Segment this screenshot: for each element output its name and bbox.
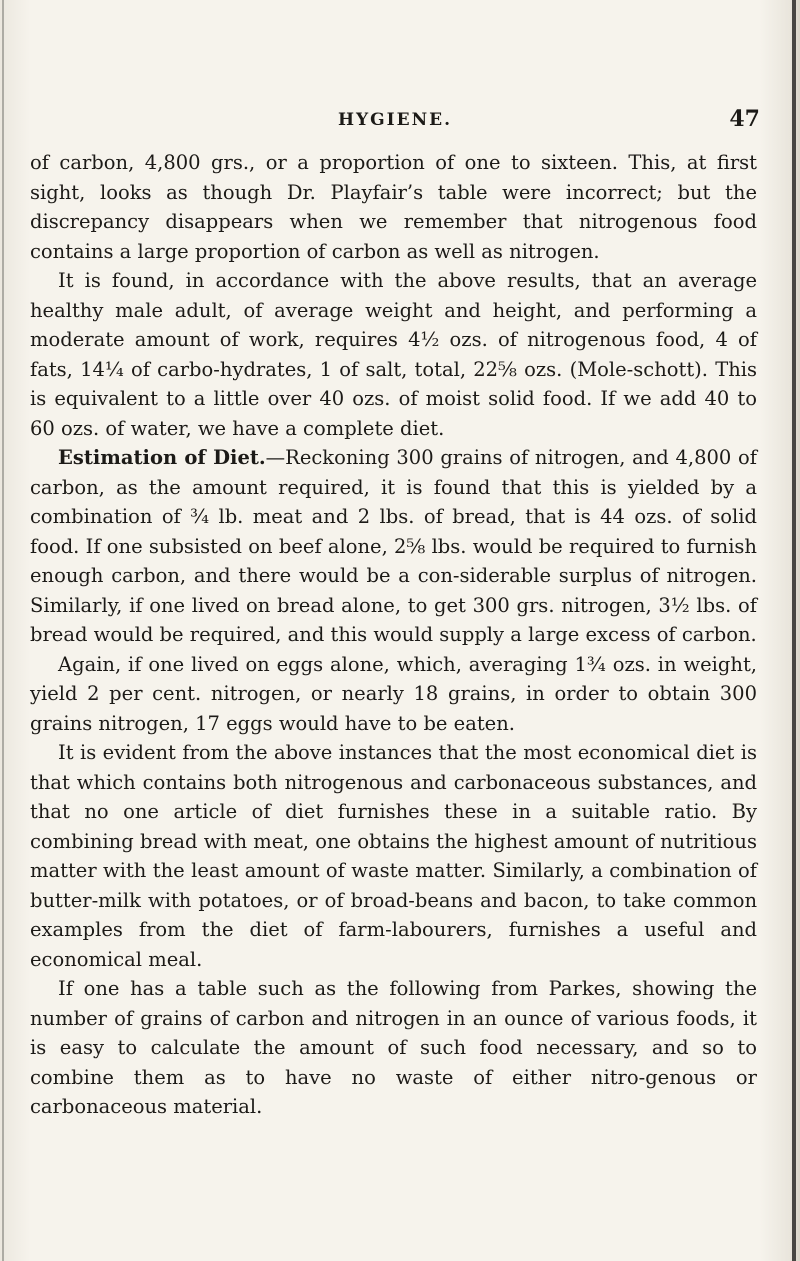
body-text: [30, 148, 757, 1122]
paragraph-text: If one has a table such as the following from Parkes, showing the number of grains of carbon and nitrogen in an ounce of various foods, it is easy to calculate the amount of such food necessary, and so to combine them as to have no waste of either nitro-genous or carbonaceous material.: [30, 977, 757, 1118]
paragraph-continuation: [30, 148, 757, 266]
paragraph-text: It is evident from the above instances that the most economical diet is that which contains both nitrogenous and carbonaceous substances, and that no one article of diet furnishes these in a suitable ratio. By combining bread with meat, one obtains the highest amount of nutritious matter with the least amount of waste matter. Similarly, a combination of butter-milk with potatoes, or of broad-beans and bacon, to take common examples from the diet of farm-labourers, furnishes a useful and economical meal.: [30, 741, 757, 971]
page-right-edge: [792, 0, 796, 1261]
page-header: [30, 106, 760, 140]
section-runin-heading: Estimation of Diet.: [58, 446, 266, 469]
paragraph-eggs: [30, 650, 757, 739]
running-title: HYGIENE.: [337, 110, 453, 130]
paragraph-parkes-table: [30, 974, 757, 1122]
paragraph-average-requirements: [30, 266, 757, 443]
paragraph-estimation-of-diet: [30, 443, 757, 650]
paragraph-economical-diet: [30, 738, 757, 974]
paragraph-text: It is found, in accordance with the above results, that an average healthy male adult, of average weight and height, and performing a moderate amount of work, requires 4½ ozs. of nitrogenous food, 4 of fats, 14¼ of carbo-hydrates, 1 of salt, total, 22⅝ ozs. (Mole-schott). This is equivalent to a little over 40 ozs. of moist solid food. If we add 40 to 60 ozs. of water, we have a complete diet.: [30, 269, 757, 440]
page-left-edge: [2, 0, 4, 1261]
paragraph-text: of carbon, 4,800 grs., or a proportion of one to sixteen. This, at first sight, looks as though Dr. Playfair’s table were incorrect; but the discrepancy disappears when we remember that nitrogenous food contains a large proportion of carbon as well as nitrogen.: [30, 151, 757, 263]
paragraph-text: Again, if one lived on eggs alone, which, averaging 1¾ ozs. in weight, yield 2 per cent. nitrogen, or nearly 18 grains, in order to obtain 300 grains nitrogen, 17 eggs would have to be eaten.: [30, 652, 757, 735]
paragraph-text: —Reckoning 300 grains of nitrogen, and 4,800 of carbon, as the amount required, it is found that this is yielded by a combination of ¾ lb. meat and 2 lbs. of bread, that is 44 ozs. of solid food. If one subsisted on beef alone, 2⅝ lbs. would be required to furnish enough carbon, and there would be a con-siderable surplus of nitrogen. Similarly, if one lived on bread alone, to get 300 grs. nitrogen, 3½ lbs. of bread would be required, and this would supply a large excess of carbon.: [30, 446, 757, 646]
page-number: 47: [729, 106, 760, 132]
